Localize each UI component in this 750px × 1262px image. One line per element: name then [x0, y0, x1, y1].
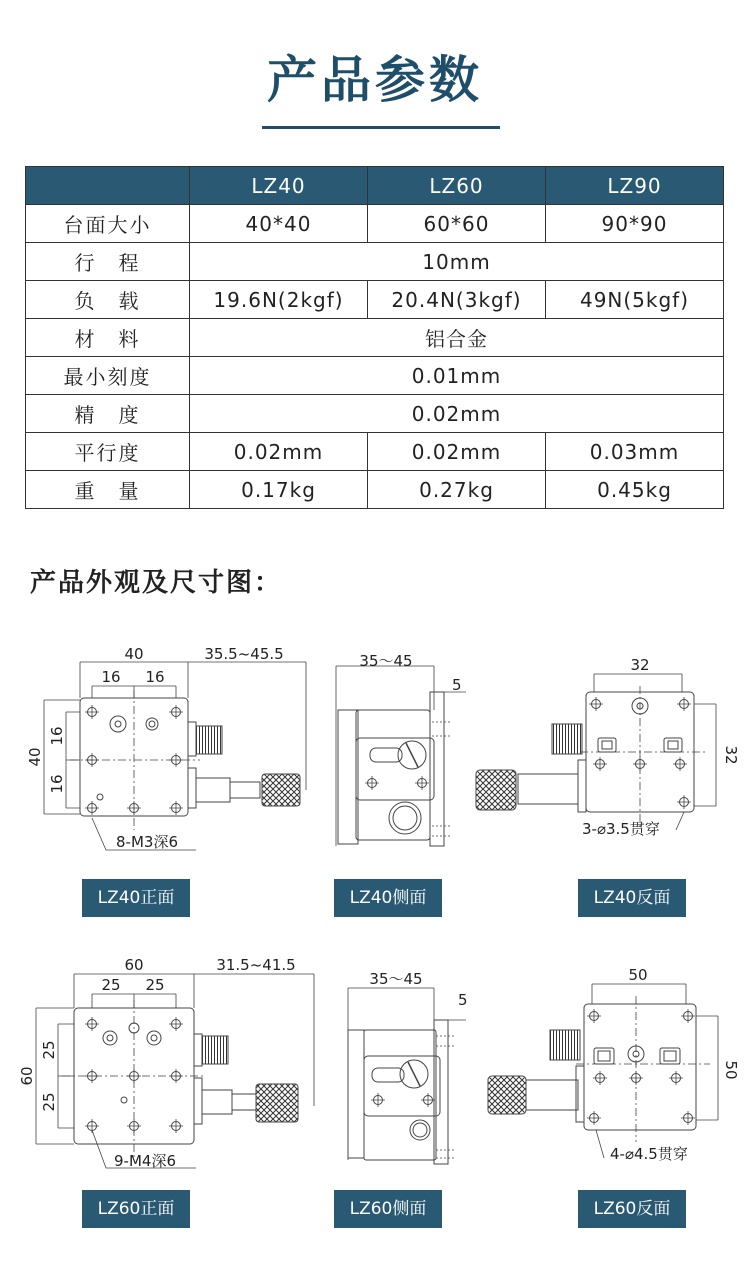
lz40-front-caption: LZ40正面	[82, 879, 190, 917]
lz60-back-holes: 4-⌀4.5贯穿	[610, 1145, 688, 1163]
lz40-front-stroke: 35.5~45.5	[204, 645, 284, 663]
row-label: 行 程	[26, 243, 190, 281]
table-cell: 0.02mm	[368, 433, 546, 471]
lz40-back-drawing	[476, 674, 716, 830]
lz40-front-pitch-a: 16	[101, 668, 121, 686]
lz60-back-caption: LZ60反面	[578, 1190, 686, 1228]
lz40-back-height: 32	[722, 745, 740, 765]
lz60-front-height: 60	[18, 1066, 36, 1086]
lz40-front-pitch-b: 16	[145, 668, 165, 686]
lz60-front-width: 60	[124, 956, 144, 974]
drawings-heading: 产品外观及尺寸图：	[30, 568, 283, 598]
table-cell: 60*60	[368, 205, 546, 243]
lz40-back-width: 32	[630, 656, 650, 674]
table-cell: 铝合金	[190, 319, 724, 357]
lz60-front-pitch-b: 25	[145, 976, 165, 994]
lz40-front-v-a: 16	[48, 726, 66, 746]
row-label: 平行度	[26, 433, 190, 471]
page-title: 产品参数	[267, 51, 483, 109]
table-cell: 0.45kg	[546, 471, 724, 509]
lz40-back-holes: 3-⌀3.5贯穿	[582, 820, 660, 838]
table-cell: 90*90	[546, 205, 724, 243]
table-cell: 20.4N(3kgf)	[368, 281, 546, 319]
row-label: 重 量	[26, 471, 190, 509]
table-cell: 0.17kg	[190, 471, 368, 509]
table-cell: 49N(5kgf)	[546, 281, 724, 319]
table-cell: 0.03mm	[546, 433, 724, 471]
lz60-side-caption: LZ60侧面	[334, 1190, 442, 1228]
lz60-front-v-b: 25	[40, 1092, 58, 1112]
lz40-front-drawing	[44, 662, 306, 850]
lz60-back-drawing	[488, 984, 718, 1158]
row-label: 材 料	[26, 319, 190, 357]
lz40-front-v-b: 16	[48, 774, 66, 794]
lz60-back-height: 50	[722, 1060, 740, 1080]
table-cell: 0.27kg	[368, 471, 546, 509]
lz40-side-caption: LZ40侧面	[334, 879, 442, 917]
lz40-side-offset: 5	[452, 676, 462, 694]
row-label: 台面大小	[26, 205, 190, 243]
row-label: 最小刻度	[26, 357, 190, 395]
lz40-side-range: 35～45	[359, 652, 413, 670]
lz40-front-holes: 8-M3深6	[116, 833, 178, 851]
lz60-front-caption: LZ60正面	[82, 1190, 190, 1228]
lz60-side-range: 35～45	[369, 970, 423, 988]
lz60-back-width: 50	[628, 966, 648, 984]
header-cell-lz90: LZ90	[546, 167, 724, 205]
lz40-front-width: 40	[124, 645, 144, 663]
table-cell: 19.6N(2kgf)	[190, 281, 368, 319]
lz60-front-pitch-a: 25	[101, 976, 121, 994]
lz60-front-holes: 9-M4深6	[114, 1152, 176, 1170]
lz60-front-v-a: 25	[40, 1040, 58, 1060]
lz60-front-stroke: 31.5~41.5	[216, 956, 296, 974]
lz60-front-drawing	[36, 974, 314, 1168]
table-cell: 0.01mm	[190, 357, 724, 395]
table-cell: 0.02mm	[190, 395, 724, 433]
row-label: 精 度	[26, 395, 190, 433]
lz40-side-drawing	[336, 666, 466, 846]
table-cell: 0.02mm	[190, 433, 368, 471]
lz60-side-offset: 5	[458, 991, 468, 1009]
lz60-side-drawing	[348, 988, 466, 1164]
header-cell-lz40: LZ40	[190, 167, 368, 205]
lz40-front-height: 40	[26, 747, 44, 767]
lz40-back-caption: LZ40反面	[578, 879, 686, 917]
header-cell-lz60: LZ60	[368, 167, 546, 205]
table-cell: 10mm	[190, 243, 724, 281]
row-label: 负 载	[26, 281, 190, 319]
table-cell: 40*40	[190, 205, 368, 243]
